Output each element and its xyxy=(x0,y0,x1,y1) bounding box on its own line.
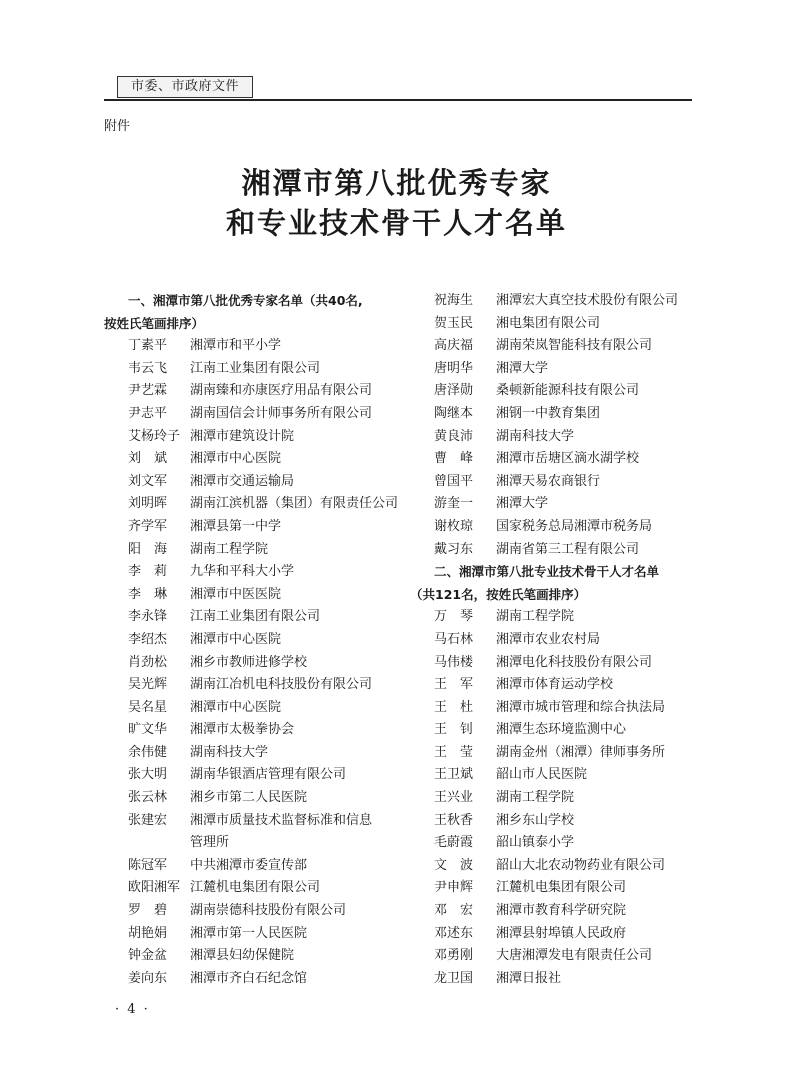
organization-name: 湘潭天易农商银行 xyxy=(496,473,601,489)
person-name: 戴习东 xyxy=(434,541,474,557)
list-item xyxy=(104,403,389,426)
organization-name: 湘潭市第一人民医院 xyxy=(190,925,308,941)
person-name: 李永锋 xyxy=(128,609,168,625)
organization-name: 湘潭市中心医院 xyxy=(190,631,282,647)
organization-name: 湘潭市质量技术监督标准和信息 xyxy=(190,812,373,828)
organization-name: 湘乡东山学校 xyxy=(496,812,575,828)
person-name: 祝海生 xyxy=(434,293,474,308)
person-name: 毛蔚霞 xyxy=(434,835,474,851)
list-item xyxy=(104,855,389,878)
person-name: 马伟楼 xyxy=(434,654,474,670)
list-item xyxy=(410,335,695,358)
organization-name: 湖南崇德科技股份有限公司 xyxy=(190,903,347,919)
person-name: 曾国平 xyxy=(434,473,474,489)
list-item xyxy=(104,335,389,358)
list-item xyxy=(410,313,695,336)
person-name: 胡艳娟 xyxy=(128,925,168,941)
right-column xyxy=(410,290,695,990)
list-item xyxy=(410,697,695,720)
list-item xyxy=(410,945,695,968)
list-item xyxy=(104,787,389,810)
list-item xyxy=(104,877,389,900)
organization-name: 湖南国信会计师事务所有限公司 xyxy=(190,405,373,421)
organization-name: 湘潭市齐白石纪念馆 xyxy=(190,970,308,986)
person-name: 陶继本 xyxy=(434,405,474,421)
document-category-tag: 市委、市政府文件 xyxy=(117,76,253,98)
organization-name: 韶山市人民医院 xyxy=(496,767,588,783)
organization-name: 湖南工程学院 xyxy=(496,790,575,806)
list-item xyxy=(104,742,389,765)
organization-name: 湘潭宏大真空技术股份有限公司 xyxy=(496,293,679,308)
person-name: 曹 峰 xyxy=(434,451,474,467)
list-item xyxy=(410,810,695,833)
organization-name: 桑顿新能源科技有限公司 xyxy=(496,383,640,399)
list-item xyxy=(104,584,389,607)
person-name: 邓述东 xyxy=(434,925,474,941)
person-name: 罗 碧 xyxy=(128,903,168,919)
list-item xyxy=(410,380,695,403)
person-name: 张大明 xyxy=(128,767,168,783)
person-name: 王 杜 xyxy=(434,699,474,715)
organization-name: 湘电集团有限公司 xyxy=(496,315,601,331)
list-item xyxy=(104,358,389,381)
person-name: 马石林 xyxy=(434,631,474,647)
organization-name: 湖南臻和亦康医疗用品有限公司 xyxy=(190,383,373,399)
attachment-label: 附件 xyxy=(104,119,131,134)
person-name: 王 钊 xyxy=(434,722,474,738)
person-name: 王兴业 xyxy=(434,790,474,806)
page-title-line-2: 和专业技术骨干人才名单 xyxy=(225,206,567,240)
organization-name: 九华和平科大小学 xyxy=(190,564,295,580)
list-item xyxy=(410,832,695,855)
list-item xyxy=(410,719,695,742)
person-name: 尹志平 xyxy=(128,405,168,421)
organization-name: 湖南工程学院 xyxy=(496,609,575,625)
person-name: 李 莉 xyxy=(128,564,168,580)
organization-name: 湖南荣岚智能科技有限公司 xyxy=(496,338,653,354)
list-item xyxy=(410,606,695,629)
person-name: 李绍杰 xyxy=(128,631,168,647)
list-item xyxy=(104,810,389,833)
organization-name: 湘潭市建筑设计院 xyxy=(190,428,295,444)
organization-name: 湖南华银酒店管理有限公司 xyxy=(190,767,347,783)
person-name: 余伟健 xyxy=(128,744,168,760)
person-name: 钟金盆 xyxy=(128,948,168,964)
header-rule xyxy=(104,99,692,101)
organization-name: 湘潭市中心医院 xyxy=(190,451,282,467)
list-item xyxy=(410,426,695,449)
list-item xyxy=(104,539,389,562)
organization-name: 江麓机电集团有限公司 xyxy=(190,880,321,896)
organization-name: 江南工业集团有限公司 xyxy=(190,609,321,625)
organization-name: 湖南工程学院 xyxy=(190,541,269,557)
list-item xyxy=(104,606,389,629)
person-name: 王 军 xyxy=(434,677,474,693)
list-item xyxy=(410,471,695,494)
list-item xyxy=(104,697,389,720)
list-item xyxy=(410,652,695,675)
person-name: 文 波 xyxy=(434,857,474,873)
organization-name: 湘潭市交通运输局 xyxy=(190,473,295,489)
person-name: 韦云飞 xyxy=(128,360,168,376)
person-name: 吴光辉 xyxy=(128,677,168,693)
list-item xyxy=(410,539,695,562)
left-column xyxy=(104,290,399,990)
list-item xyxy=(410,674,695,697)
entry-org-continued: 管理所 xyxy=(190,835,230,851)
person-name: 邓 宏 xyxy=(434,903,474,919)
section-heading: 一、湘潭市第八批优秀专家名单（共40名, xyxy=(128,293,363,308)
list-item xyxy=(410,855,695,878)
person-name: 龙卫国 xyxy=(434,970,474,986)
organization-name: 湘潭市中医医院 xyxy=(190,586,282,602)
person-name: 高庆福 xyxy=(434,338,474,354)
organization-name: 湖南江冶机电科技股份有限公司 xyxy=(190,677,373,693)
organization-name: 湘潭市教育科学研究院 xyxy=(496,903,627,919)
person-name: 刘 斌 xyxy=(128,451,168,467)
list-item xyxy=(104,448,389,471)
person-name: 阳 海 xyxy=(128,541,168,557)
person-name: 丁素平 xyxy=(128,338,168,354)
list-item xyxy=(410,629,695,652)
list-item xyxy=(104,426,389,449)
list-item xyxy=(104,968,389,991)
person-name: 王秋香 xyxy=(434,812,474,828)
person-name: 王卫斌 xyxy=(434,767,474,783)
organization-name: 江麓机电集团有限公司 xyxy=(496,880,627,896)
person-name: 张云林 xyxy=(128,790,168,806)
organization-name: 湘乡市教师进修学校 xyxy=(190,654,308,670)
person-name: 唐泽勋 xyxy=(434,383,474,399)
list-item xyxy=(104,719,389,742)
section-heading: 二、湘潭市第八批专业技术骨干人才名单 xyxy=(434,564,660,580)
organization-name: 中共湘潭市委宣传部 xyxy=(190,857,308,873)
organization-name: 湘乡市第二人民医院 xyxy=(190,790,308,806)
organization-name: 湖南江滨机器（集团）有限责任公司 xyxy=(190,496,399,512)
organization-name: 湘潭市中心医院 xyxy=(190,699,282,715)
list-item xyxy=(410,787,695,810)
organization-name: 韶山镇泰小学 xyxy=(496,835,575,851)
organization-name: 湘潭市农业农村局 xyxy=(496,631,601,647)
list-item xyxy=(104,629,389,652)
person-name: 唐明华 xyxy=(434,360,474,376)
section-heading-continued: （共121名，按姓氏笔画排序） xyxy=(410,586,587,602)
list-item xyxy=(410,877,695,900)
organization-name: 湘潭市太极拳协会 xyxy=(190,722,295,738)
person-name: 万 琴 xyxy=(434,609,474,625)
list-item xyxy=(104,945,389,968)
list-item xyxy=(410,493,695,516)
organization-name: 江南工业集团有限公司 xyxy=(190,360,321,376)
organization-name: 湘潭电化科技股份有限公司 xyxy=(496,654,653,670)
list-item xyxy=(104,471,389,494)
organization-name: 国家税务总局湘潭市税务局 xyxy=(496,518,653,534)
list-item xyxy=(410,764,695,787)
organization-name: 湖南科技大学 xyxy=(496,428,575,444)
list-item xyxy=(410,968,695,991)
person-name: 黄良沛 xyxy=(434,428,474,444)
organization-name: 湘潭大学 xyxy=(496,360,549,376)
list-item xyxy=(104,900,389,923)
list-item xyxy=(410,516,695,539)
person-name: 吴名星 xyxy=(128,699,168,715)
person-name: 李 琳 xyxy=(128,586,168,602)
list-item xyxy=(410,448,695,471)
list-item xyxy=(410,742,695,765)
person-name: 齐学军 xyxy=(128,518,168,534)
organization-name: 湘潭市和平小学 xyxy=(190,338,282,354)
organization-name: 湘潭县射埠镇人民政府 xyxy=(496,925,627,941)
person-name: 王 莹 xyxy=(434,744,474,760)
person-name: 游奎一 xyxy=(434,496,474,512)
list-item xyxy=(410,358,695,381)
organization-name: 大唐湘潭发电有限责任公司 xyxy=(496,948,653,964)
organization-name: 湘潭县妇幼保健院 xyxy=(190,948,295,964)
list-item xyxy=(104,652,389,675)
organization-name: 湘潭日报社 xyxy=(496,970,562,986)
person-name: 欧阳湘军 xyxy=(128,880,181,896)
organization-name: 湖南科技大学 xyxy=(190,744,269,760)
list-item xyxy=(104,674,389,697)
person-name: 尹申辉 xyxy=(434,880,474,896)
page-number: · 4 · xyxy=(115,1002,150,1017)
section-heading-continued: 按姓氏笔画排序） xyxy=(104,315,205,331)
list-item xyxy=(104,561,389,584)
organization-name: 湘潭县第一中学 xyxy=(190,518,282,534)
person-name: 邓勇刚 xyxy=(434,948,474,964)
organization-name: 湘潭市城市管理和综合执法局 xyxy=(496,699,666,715)
organization-name: 韶山大北农动物药业有限公司 xyxy=(496,857,666,873)
list-item xyxy=(104,493,399,516)
list-item xyxy=(410,403,695,426)
organization-name: 湘潭生态环境监测中心 xyxy=(496,722,627,738)
person-name: 张建宏 xyxy=(128,812,168,828)
person-name: 谢枚琼 xyxy=(434,518,474,534)
person-name: 旷文华 xyxy=(128,722,168,738)
person-name: 艾杨玲子 xyxy=(128,428,181,444)
list-item xyxy=(104,516,389,539)
list-item xyxy=(410,900,695,923)
person-name: 尹艺霖 xyxy=(128,383,168,399)
list-item xyxy=(104,380,389,403)
organization-name: 湘潭市岳塘区滴水湖学校 xyxy=(496,451,640,467)
list-item xyxy=(410,923,695,946)
list-item xyxy=(410,290,695,313)
list-item xyxy=(104,923,389,946)
person-name: 贺玉民 xyxy=(434,315,474,331)
person-name: 肖劲松 xyxy=(128,654,168,670)
organization-name: 湘钢一中教育集团 xyxy=(496,405,601,421)
person-name: 陈冠军 xyxy=(128,857,168,873)
person-name: 刘明晖 xyxy=(128,496,168,512)
person-name: 刘文军 xyxy=(128,473,168,489)
list-item xyxy=(104,764,389,787)
page-title-line-1: 湘潭市第八批优秀专家 xyxy=(241,166,552,200)
organization-name: 湘潭大学 xyxy=(496,496,549,512)
organization-name: 湘潭市体育运动学校 xyxy=(496,677,614,693)
organization-name: 湖南金州（湘潭）律师事务所 xyxy=(496,744,666,760)
organization-name: 湖南省第三工程有限公司 xyxy=(496,541,640,557)
person-name: 姜向东 xyxy=(128,970,168,986)
